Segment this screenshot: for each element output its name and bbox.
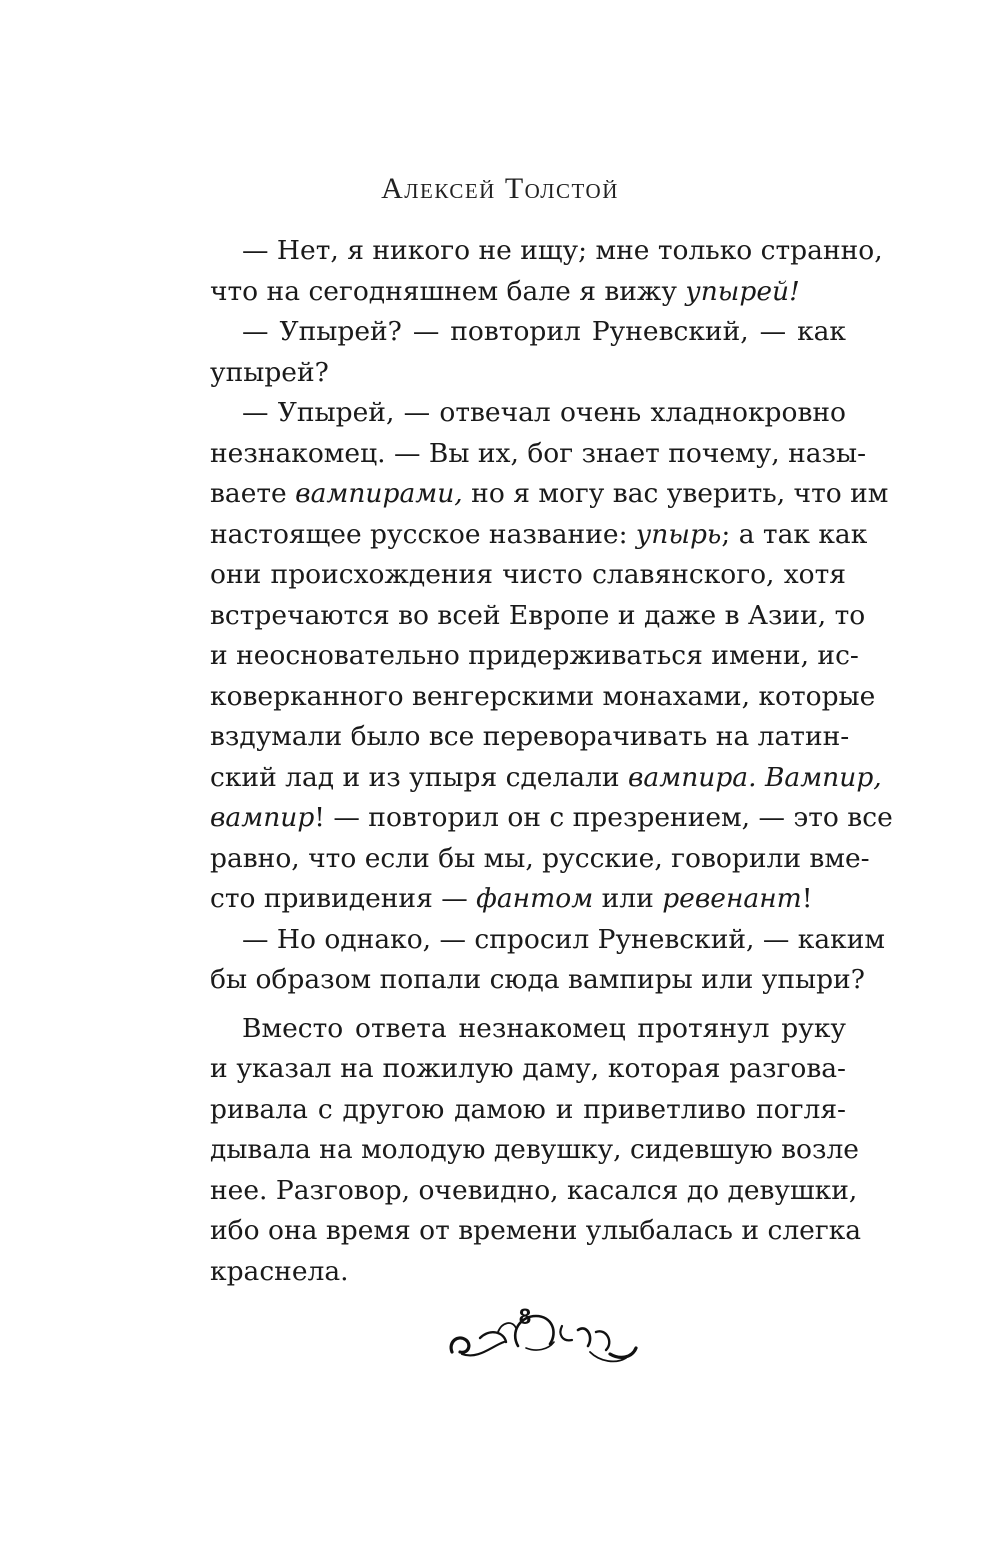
text-segment: коверканного венгерскими монахами, которые — [210, 680, 876, 712]
text-segment: незнакомец. — Вы их, бог знает почему, назы- — [210, 437, 867, 469]
text-line — [210, 1171, 858, 1212]
text-line — [210, 879, 846, 920]
text-segment: и неосновательно придерживаться имени, ис- — [210, 640, 859, 671]
flourish-ornament-icon — [440, 1302, 640, 1372]
text-line — [210, 677, 876, 718]
text-line — [210, 272, 846, 313]
text-line — [210, 596, 866, 637]
text-line — [210, 1130, 859, 1171]
text-line — [210, 555, 846, 596]
text-segment: упырей? — [210, 356, 329, 388]
text-segment: или — [593, 883, 663, 914]
text-segment: — Но однако, — спросил Руневский, — каким — [242, 923, 886, 955]
text-segment: Вместо ответа незнакомец протянул руку — [242, 1012, 846, 1044]
text-line — [210, 839, 870, 880]
text-line — [210, 312, 846, 353]
text-segment: — Упырей? — повторил Руневский, — как — [242, 316, 846, 347]
text-line — [210, 231, 883, 272]
text-line — [210, 515, 868, 556]
text-segment: дывала на молодую девушку, сидевшую возле — [210, 1134, 859, 1165]
text-line — [210, 393, 846, 434]
text-segment: ; а так как — [721, 518, 868, 550]
italic-text-segment: упырь — [635, 518, 722, 550]
text-segment: ваете — [210, 478, 296, 509]
text-line — [210, 1090, 846, 1131]
text-segment: нее. Разговор, очевидно, касался до девушки, — [210, 1174, 858, 1206]
running-header-author: Алексей Толстой — [381, 172, 619, 205]
text-line — [210, 960, 865, 1001]
text-line — [210, 798, 893, 839]
text-segment: что на сегодняшнем бале я вижу — [210, 275, 686, 307]
text-line — [210, 636, 859, 677]
text-segment: ! — [801, 883, 813, 914]
italic-text-segment: ревенант — [662, 883, 802, 914]
italic-text-segment: вампир — [210, 802, 315, 833]
text-line — [210, 1009, 846, 1050]
text-line — [210, 434, 867, 475]
text-line — [210, 717, 850, 758]
italic-text-segment: фантом — [476, 883, 594, 914]
page-number: 8 — [518, 1304, 532, 1329]
text-segment: вздумали было все переворачивать на латин- — [210, 721, 850, 752]
text-line — [210, 474, 889, 515]
text-segment: ибо она время от времени улыбалась и слегка — [210, 1215, 862, 1246]
text-segment: встречаются во всей Европе и даже в Азии, то — [210, 599, 866, 631]
body-text — [210, 231, 893, 1292]
text-segment: ! — повторил он с презрением, — это все — [314, 802, 893, 833]
text-line — [210, 1049, 846, 1090]
text-segment: но я могу вас уверить, что им — [462, 478, 889, 509]
text-segment: ривала с другою дамою и приветливо погля- — [210, 1093, 846, 1125]
italic-text-segment: упырей! — [685, 275, 800, 307]
text-line — [210, 920, 886, 961]
text-line — [210, 353, 846, 394]
text-segment: настоящее русское название: — [210, 518, 636, 550]
text-segment: — Упырей, — отвечал очень хладнокровно — [242, 397, 846, 428]
text-line — [210, 1252, 846, 1293]
text-segment: — Нет, я никого не ищу; мне только странно, — [242, 235, 883, 266]
text-line — [210, 758, 882, 799]
italic-text-segment: вампира. Вампир, — [628, 761, 882, 793]
text-segment: бы образом попали сюда вампиры или упыри? — [210, 964, 865, 995]
text-segment: они происхождения чисто славянского, хотя — [210, 559, 846, 590]
text-segment: и указал на пожилую даму, которая разгова- — [210, 1053, 846, 1084]
text-segment: равно, что если бы мы, русские, говорили вме- — [210, 842, 870, 874]
text-segment: ский лад и из упыря сделали — [210, 761, 628, 793]
text-line — [210, 1211, 862, 1252]
text-segment: сто привидения — — [210, 883, 477, 914]
text-segment: краснела. — [210, 1255, 349, 1287]
italic-text-segment: вампирами, — [295, 478, 463, 509]
